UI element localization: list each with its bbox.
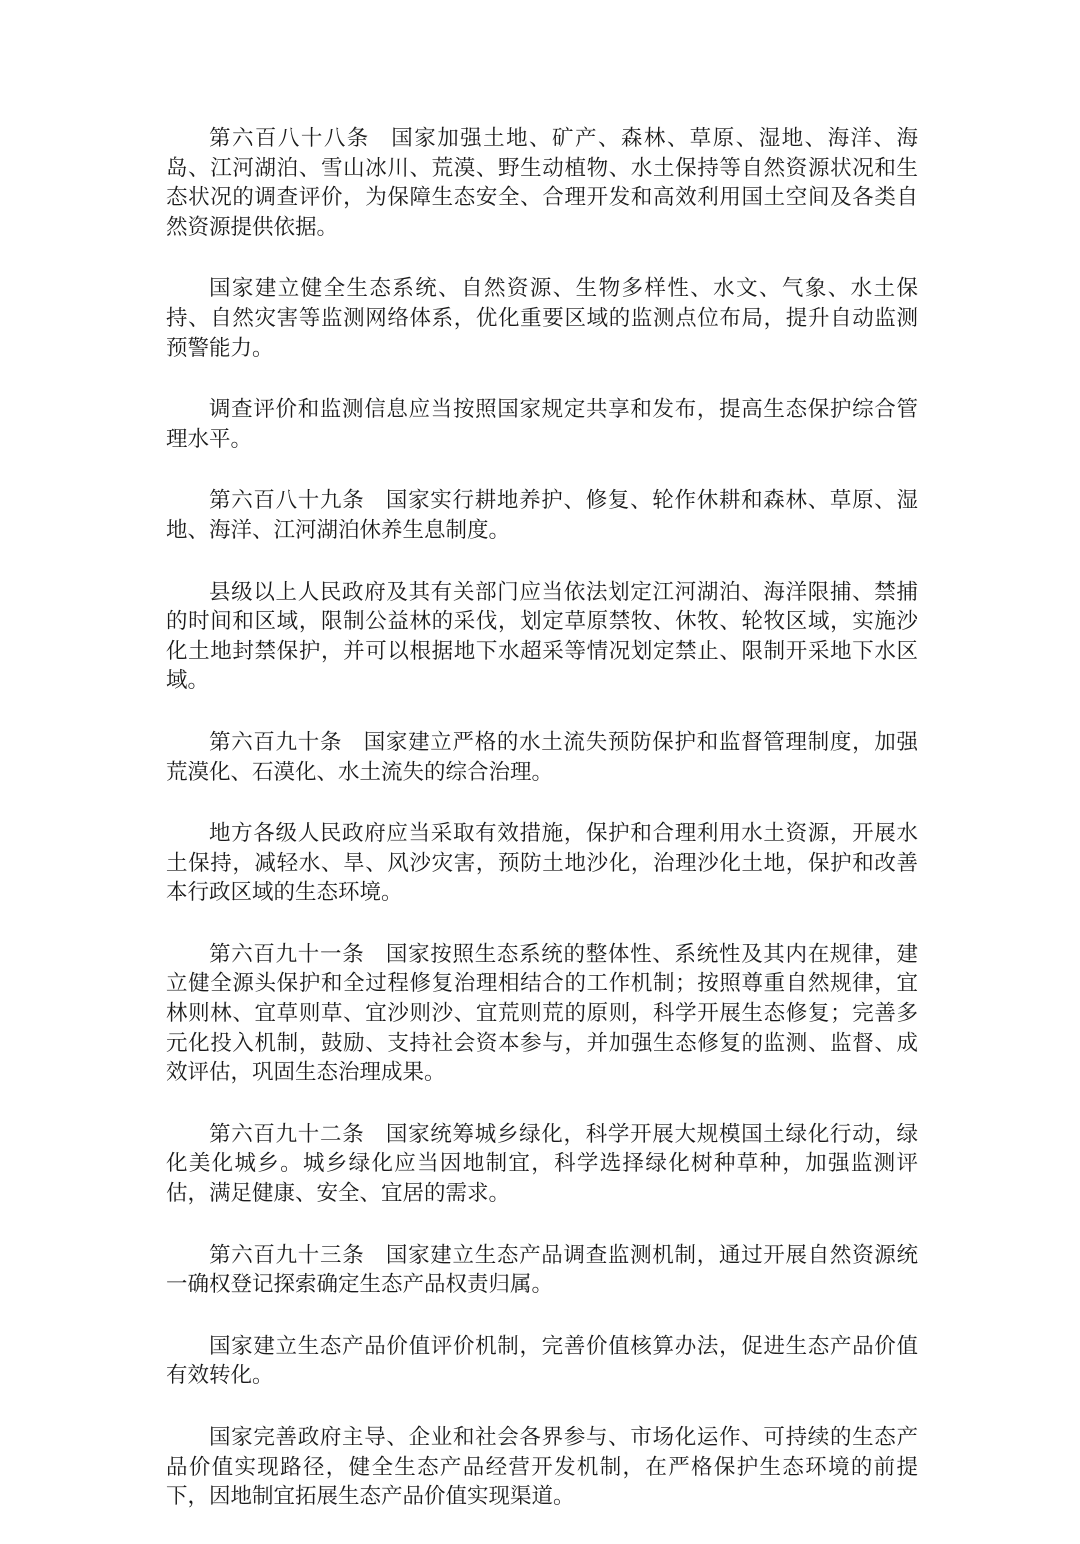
article-689-clause-2: [166, 578, 918, 696]
paragraph-text: 调查评价和监测信息应当按照国家规定共享和发布，提高生态保护综合管理水平。: [166, 397, 918, 452]
paragraph-text: 国家按照生态系统的整体性、系统性及其内在规律，建立健全源头保护和全过程修复治理相结合的工作机制；按照尊重自然规律，宜林则林、宜草则草、宜沙则沙、宜荒则荒的原则，科学开展生态修复；完善多元化投入机制，鼓励、支持社会资本参与，并加强生态修复的监测、监督、成效评估，巩固生态治理成果。: [166, 941, 918, 1086]
document-body: [166, 124, 918, 1544]
article-692-paragraph: [166, 1120, 918, 1209]
article-heading: 第六百九十二条: [209, 1121, 365, 1147]
article-heading: 第六百九十一条: [209, 941, 365, 967]
paragraph-text: 国家建立生态产品调查监测机制，通过开展自然资源统一确权登记探索确定生态产品权责归属。: [166, 1242, 918, 1298]
paragraph-text: 国家建立严格的水土流失预防保护和监督管理制度，加强荒漠化、石漠化、水土流失的综合治理。: [166, 729, 918, 785]
article-693-clause-3: [166, 1423, 918, 1512]
article-693-paragraph: [166, 1241, 918, 1300]
article-heading: 第六百八十八条: [209, 126, 370, 151]
paragraph-text: 地方各级人民政府应当采取有效措施，保护和合理利用水土资源，开展水土保持，减轻水、旱、风沙灾害，预防土地沙化，治理沙化土地，保护和改善本行政区域的生态环境。: [166, 821, 918, 906]
article-691-paragraph: [166, 940, 918, 1088]
paragraph-text: 国家加强土地、矿产、森林、草原、湿地、海洋、海岛、江河湖泊、雪山冰川、荒漠、野生动植物、水土保持等自然资源状况和生态状况的调查评价，为保障生态安全、合理开发和高效利用国土空间及各类自然资源提供依据。: [166, 126, 918, 240]
article-heading: 第六百八十九条: [209, 488, 365, 514]
article-688-paragraph: [166, 124, 918, 242]
paragraph-text: 国家建立健全生态系统、自然资源、生物多样性、水文、气象、水土保持、自然灾害等监测网络体系，优化重要区域的监测点位布局，提升自动监测预警能力。: [166, 276, 918, 361]
article-690-clause-2: [166, 819, 918, 908]
paragraph-text: 县级以上人民政府及其有关部门应当依法划定江河湖泊、海洋限捕、禁捕的时间和区域，限制公益林的采伐，划定草原禁牧、休牧、轮牧区域，实施沙化土地封禁保护，并可以根据地下水超采等情况划定禁止、限制开采地下水区域。: [166, 579, 918, 694]
article-688-clause-3: [166, 395, 918, 454]
article-688-clause-2: [166, 274, 918, 363]
paragraph-text: 国家完善政府主导、企业和社会各界参与、市场化运作、可持续的生态产品价值实现路径，健全生态产品经营开发机制，在严格保护生态环境的前提下，因地制宜拓展生态产品价值实现渠道。: [166, 1425, 918, 1510]
paragraph-text: 国家实行耕地养护、修复、轮作休耕和森林、草原、湿地、海洋、江河湖泊休养生息制度。: [166, 488, 918, 543]
paragraph-text: 国家统筹城乡绿化，科学开展大规模国土绿化行动，绿化美化城乡。城乡绿化应当因地制宜，科学选择绿化树种草种，加强监测评估，满足健康、安全、宜居的需求。: [166, 1121, 918, 1207]
article-693-clause-2: [166, 1332, 918, 1391]
article-heading: 第六百九十条: [209, 729, 343, 755]
article-690-paragraph: [166, 728, 918, 787]
article-heading: 第六百九十三条: [209, 1242, 365, 1268]
paragraph-text: 国家建立生态产品价值评价机制，完善价值核算办法，促进生态产品价值有效转化。: [166, 1333, 918, 1389]
article-689-paragraph: [166, 486, 918, 545]
